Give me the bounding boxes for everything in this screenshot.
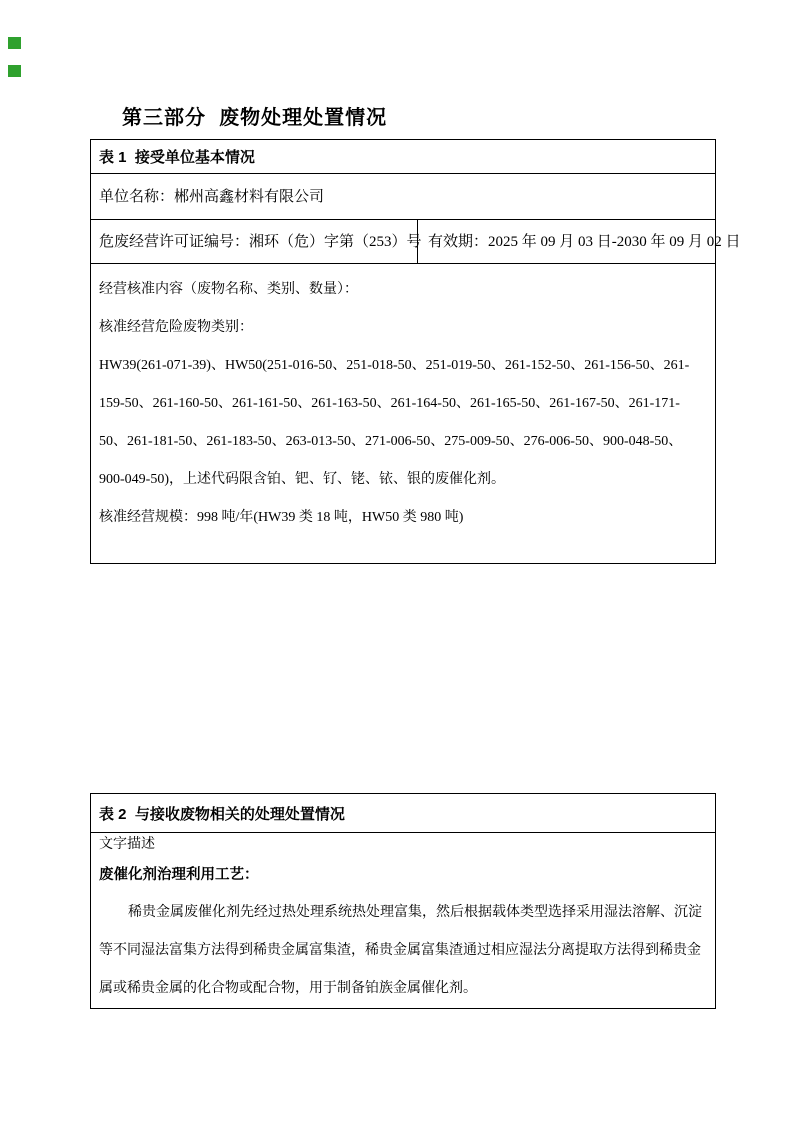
table2-title: 表 2 与接收废物相关的处理处置情况 [91, 794, 715, 833]
unit-name: 单位名称：郴州高鑫材料有限公司 [91, 174, 715, 220]
table1-title: 表 1 接受单位基本情况 [91, 140, 715, 174]
approval-category-line: 核准经营危险废物类别： [99, 320, 253, 335]
approval-content-line: 经营核准内容（废物名称、类别、数量）： [99, 282, 358, 297]
table2-body [91, 833, 715, 1008]
process-paragraph-line: 属或稀贵金属的化合物或配合物，用于制备铂族金属催化剂。 [99, 981, 477, 996]
validity-period: 有效期：2025 年 09 月 03 日-2030 年 09 月 02 日 [428, 234, 741, 250]
waste-code-line: HW39(261-071-39)、HW50(251-016-50、251-018-50、251-019-50、261-152-50、261-156-50、261- [99, 358, 690, 373]
page-marker-icon [8, 65, 21, 77]
license-row [91, 220, 741, 264]
page-marker-icon [8, 37, 21, 49]
license-number: 危废经营许可证编号：湘环（危）字第（253）号 [91, 220, 418, 263]
waste-code-line: 159-50、261-160-50、261-161-50、261-163-50、261-164-50、261-165-50、261-167-50、261-171- [99, 396, 680, 411]
process-paragraph-line: 稀贵金属废催化剂先经过热处理系统热处理富集，然后根据载体类型选择采用湿法溶解、沉淀 [128, 905, 702, 920]
waste-code-line: 50、261-181-50、261-183-50、263-013-50、271-006-50、275-009-50、276-006-50、900-048-50、 [99, 434, 683, 449]
text-description-label: 文字描述 [99, 837, 155, 852]
page-title: 第三部分 废物处理处置情况 [122, 107, 388, 129]
waste-code-line: 900-049-50)，上述代码限含铂、钯、钌、铑、铱、银的废催化剂。 [99, 472, 505, 487]
table-treatment-disposal [90, 793, 716, 1009]
process-paragraph-line: 等不同湿法富集方法得到稀贵金属富集渣，稀贵金属富集渣通过相应湿法分离提取方法得到稀贵金 [99, 943, 701, 958]
process-heading: 废催化剂治理利用工艺： [99, 867, 259, 883]
approval-content [91, 264, 715, 537]
approval-scale-line: 核准经营规模：998 吨/年(HW39 类 18 吨，HW50 类 980 吨) [99, 510, 464, 525]
table-receiving-unit [90, 139, 741, 564]
